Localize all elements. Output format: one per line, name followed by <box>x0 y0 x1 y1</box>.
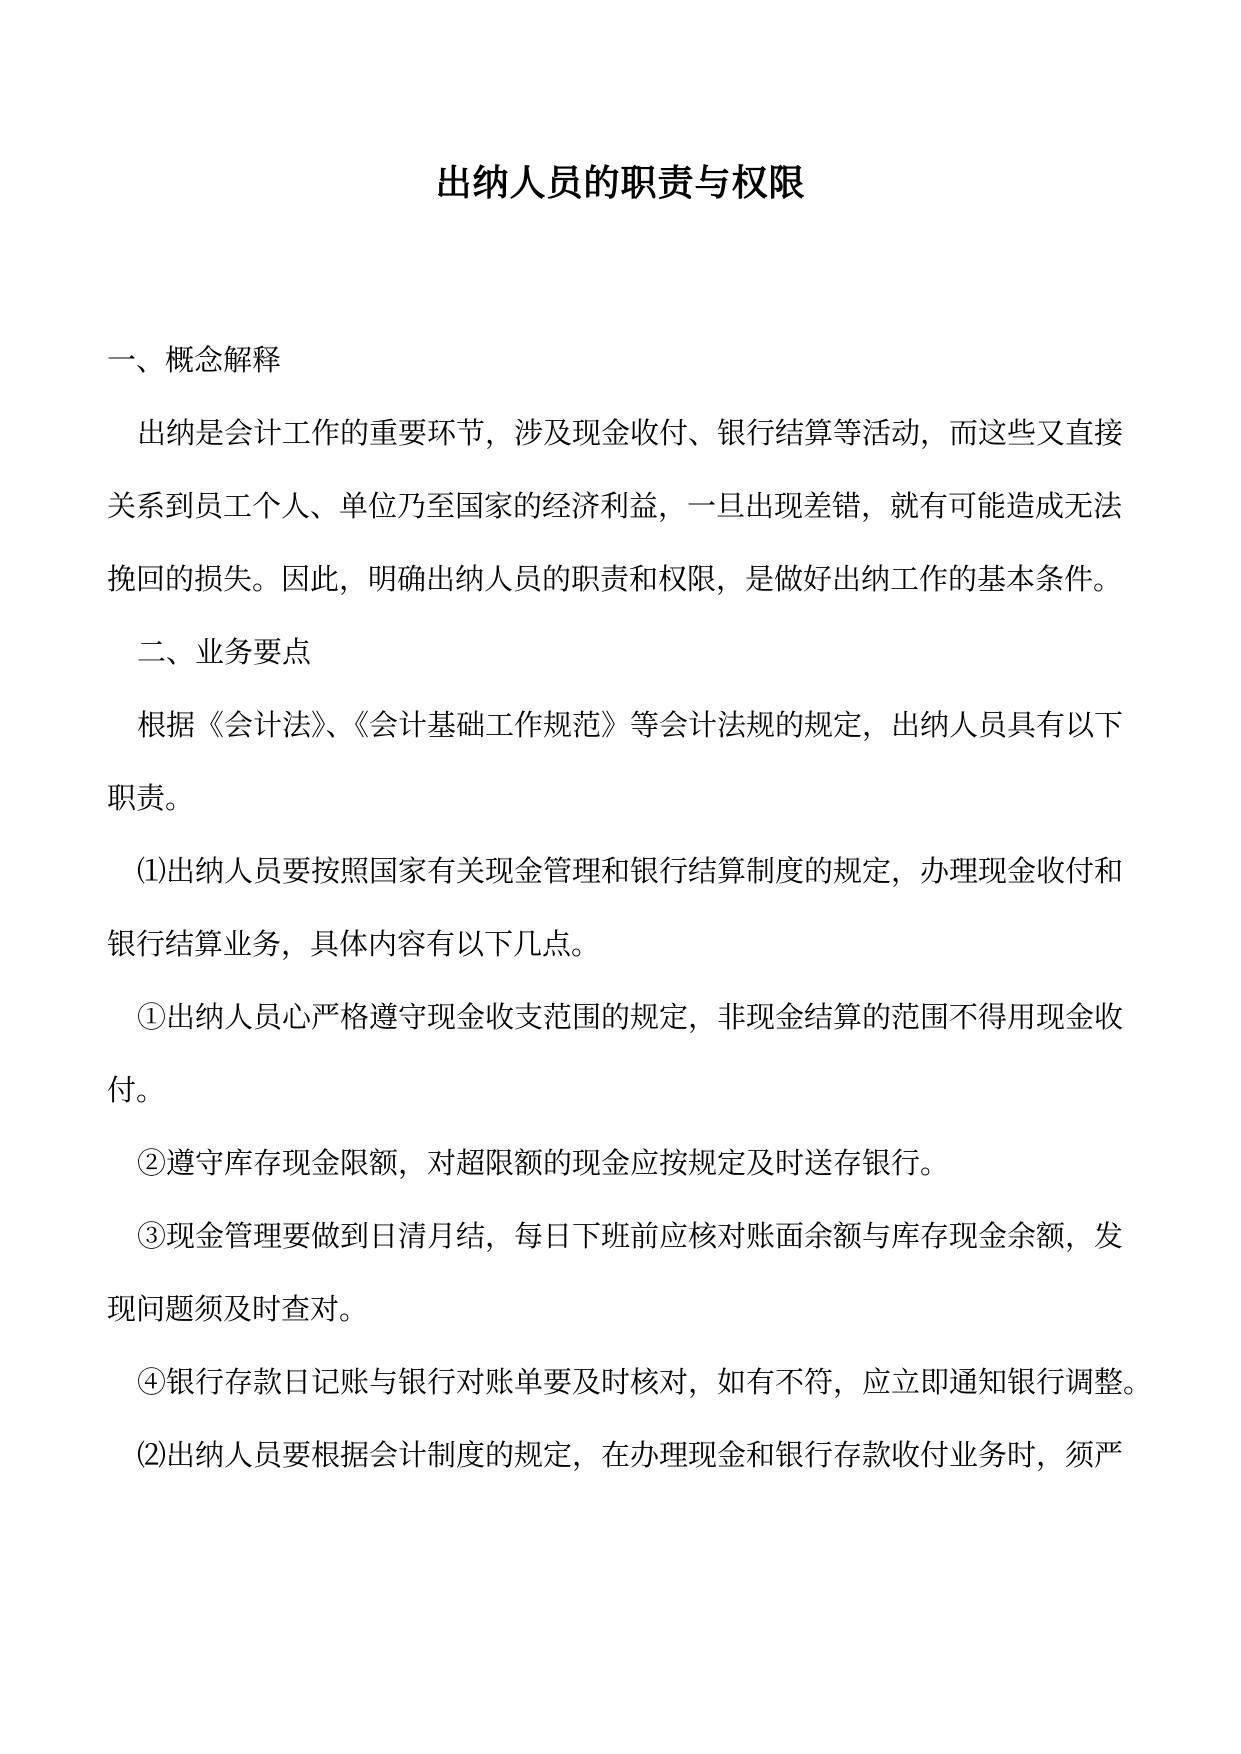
paragraph-line: ①出纳人员心严格遵守现金收支范围的规定，非现金结算的范围不得用现金收 <box>137 1000 1124 1034</box>
paragraph-line: 付。 <box>107 1073 166 1107</box>
paragraph-line: 现问题须及时查对。 <box>107 1292 369 1326</box>
section-heading-key-points: 二、业务要点 <box>137 635 312 669</box>
paragraph-line: 职责。 <box>107 781 195 815</box>
paragraph-line: 根据《会计法》、《会计基础工作规范》等会计法规的规定，出纳人员具有以下 <box>137 708 1124 742</box>
paragraph-line: 挽回的损失。因此，明确出纳人员的职责和权限，是做好出纳工作的基本条件。 <box>107 562 1123 596</box>
paragraph-line: ③现金管理要做到日清月结，每日下班前应核对账面余额与库存现金余额，发 <box>137 1219 1124 1253</box>
paragraph-line: ④银行存款日记账与银行对账单要及时核对，如有不符，应立即通知银行调整。 <box>137 1365 1153 1399</box>
paragraph-line: ②遵守库存现金限额，对超限额的现金应按规定及时送存银行。 <box>137 1146 950 1180</box>
paragraph-line: 银行结算业务，具体内容有以下几点。 <box>107 927 601 961</box>
document-title: 出纳人员的职责与权限 <box>435 162 806 204</box>
paragraph-line: 出纳是会计工作的重要环节，涉及现金收付、银行结算等活动，而这些又直接 <box>137 416 1124 450</box>
paragraph-line: ⑵出纳人员要根据会计制度的规定，在办理现金和银行存款收付业务时，须严 <box>137 1438 1124 1472</box>
paragraph-line: 关系到员工个人、单位乃至国家的经济利益，一旦出现差错，就有可能造成无法 <box>107 489 1123 523</box>
section-heading-concept: 一、概念解释 <box>107 343 282 377</box>
paragraph-line: ⑴出纳人员要按照国家有关现金管理和银行结算制度的规定，办理现金收付和 <box>137 854 1124 888</box>
